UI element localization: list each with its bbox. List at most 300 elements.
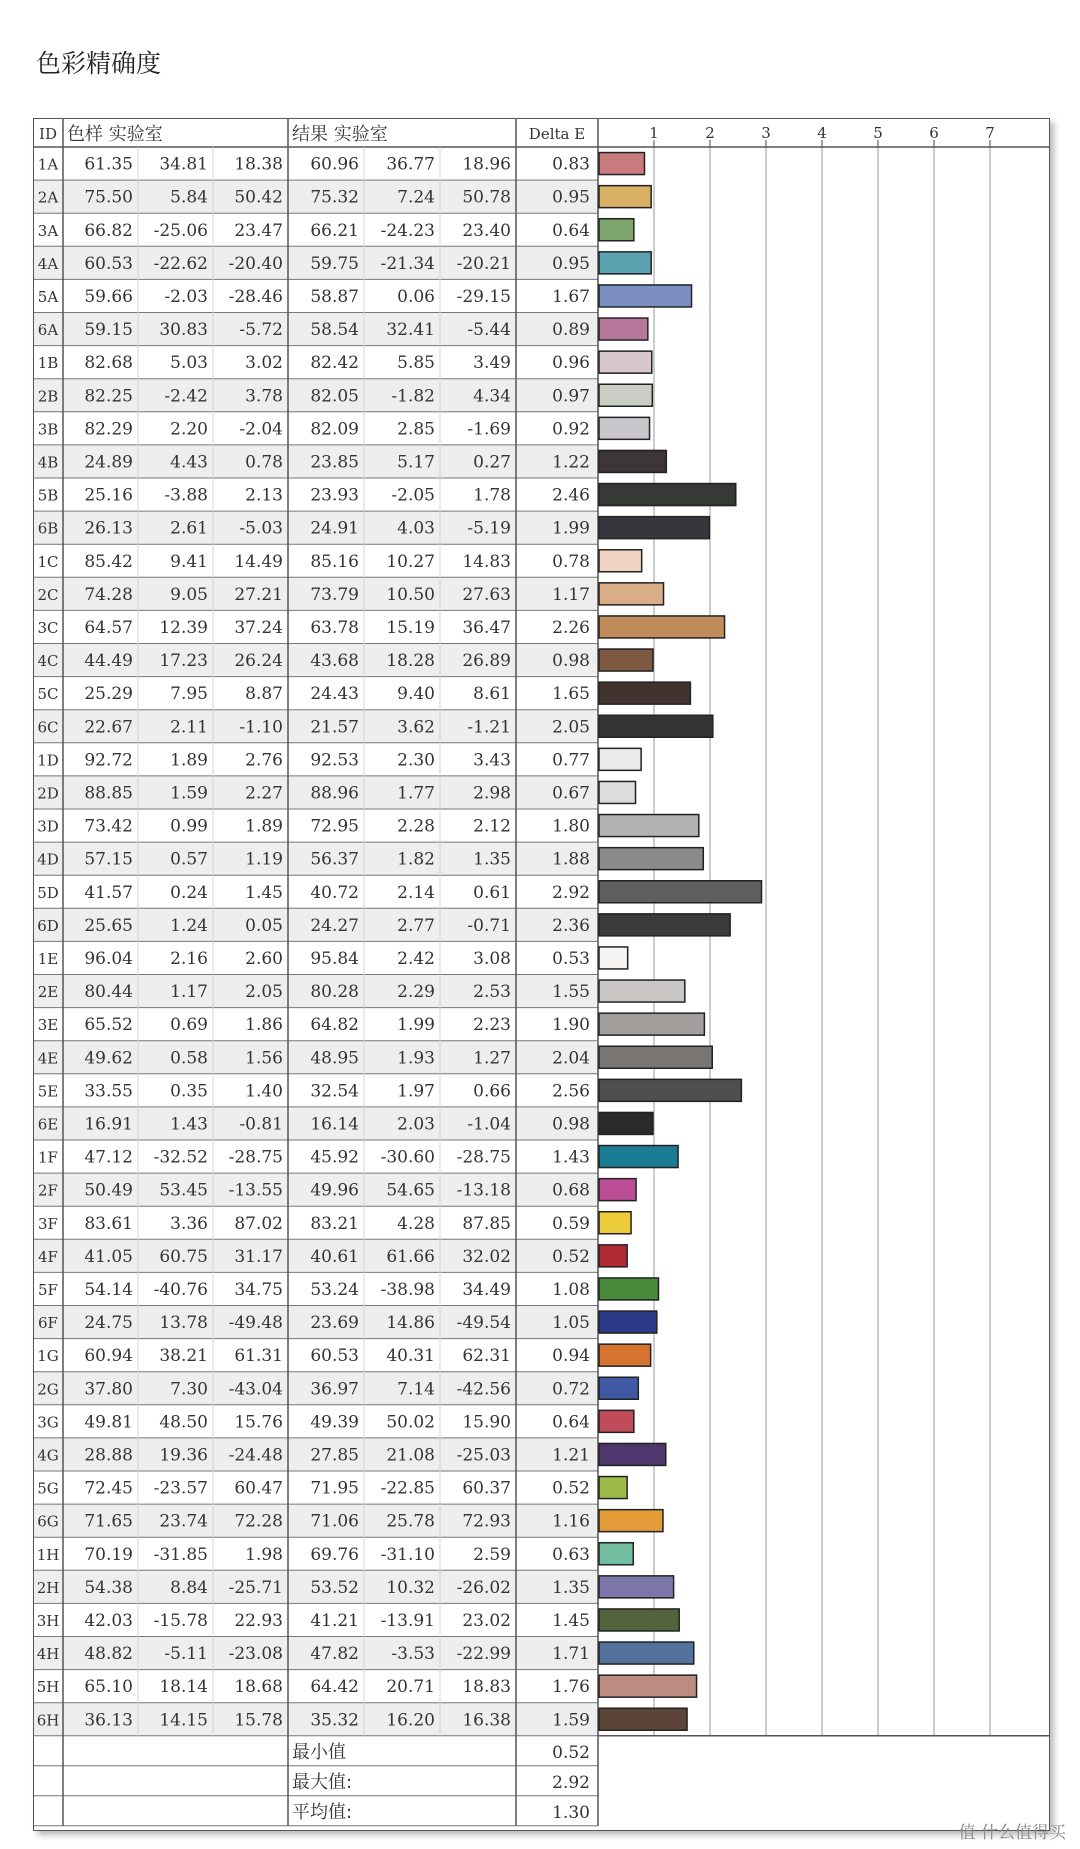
- result-lab-value: 53.24: [310, 1279, 359, 1300]
- result-lab-value: -1.82: [391, 386, 435, 407]
- result-lab-value: 2.77: [397, 915, 435, 936]
- result-lab-value: 3.62: [397, 717, 435, 738]
- sample-lab-value: 0.24: [170, 882, 208, 903]
- sample-lab-value: 3.36: [170, 1213, 208, 1234]
- row-id: 6E: [37, 1115, 59, 1134]
- result-lab-value: 82.42: [310, 353, 359, 374]
- row-id: 5A: [37, 287, 59, 306]
- x-tick-label: 4: [817, 124, 827, 142]
- result-lab-value: 59.75: [310, 253, 359, 274]
- result-lab-value: 60.37: [462, 1478, 511, 1499]
- result-lab-value: 64.42: [310, 1677, 359, 1698]
- result-lab-value: -20.21: [456, 253, 511, 274]
- sample-lab-value: 87.02: [234, 1213, 283, 1234]
- result-lab-value: -28.75: [456, 1147, 511, 1168]
- sample-lab-value: 88.85: [84, 783, 133, 804]
- delta-e-value: 0.98: [552, 651, 590, 672]
- result-lab-value: 20.71: [386, 1677, 435, 1698]
- sample-lab-value: 82.29: [84, 419, 133, 440]
- row-id: 2H: [36, 1578, 60, 1597]
- result-lab-value: -22.85: [380, 1478, 435, 1499]
- result-lab-value: 2.53: [473, 982, 511, 1003]
- delta-e-value: 1.90: [552, 1015, 590, 1036]
- sample-lab-value: -5.72: [239, 320, 283, 341]
- row-id: 5C: [37, 685, 59, 704]
- x-tick-label: 5: [873, 124, 883, 142]
- result-lab-value: 60.96: [310, 154, 359, 175]
- result-lab-value: 24.91: [310, 518, 359, 539]
- row-id: 4E: [37, 1049, 59, 1068]
- sample-lab-value: 8.84: [170, 1577, 208, 1598]
- sample-lab-value: 80.44: [84, 982, 133, 1003]
- result-lab-value: 7.14: [397, 1379, 435, 1400]
- sample-lab-value: 1.89: [170, 750, 208, 771]
- sample-lab-value: 50.49: [84, 1180, 133, 1201]
- result-lab-value: 18.28: [386, 651, 435, 672]
- delta-e-bar: [599, 980, 685, 1002]
- row-id: 4G: [37, 1446, 59, 1465]
- delta-e-value: 1.65: [552, 684, 590, 705]
- result-lab-value: 2.30: [397, 750, 435, 771]
- result-lab-value: 71.95: [310, 1478, 359, 1499]
- sample-lab-value: 28.88: [84, 1445, 133, 1466]
- sample-lab-value: 2.20: [170, 419, 208, 440]
- sample-lab-value: 2.16: [170, 948, 208, 969]
- result-lab-value: 72.95: [310, 816, 359, 837]
- row-id: 3B: [37, 420, 59, 439]
- sample-lab-value: -25.06: [153, 220, 208, 241]
- result-lab-value: 2.28: [397, 816, 435, 837]
- summary-label: 最大值:: [292, 1771, 353, 1793]
- result-lab-value: 35.32: [310, 1710, 359, 1731]
- delta-e-bar: [599, 186, 651, 208]
- sample-lab-value: 27.21: [234, 584, 283, 605]
- sample-lab-value: 64.57: [84, 617, 133, 638]
- delta-e-bar: [599, 781, 636, 803]
- result-lab-value: 10.27: [386, 551, 435, 572]
- sample-lab-value: 13.78: [159, 1313, 208, 1334]
- delta-e-value: 0.64: [552, 220, 590, 241]
- sample-lab-value: 22.93: [234, 1610, 283, 1631]
- result-lab-value: 16.20: [386, 1710, 435, 1731]
- result-lab-value: 26.89: [462, 651, 511, 672]
- delta-e-bar: [599, 417, 650, 439]
- sample-lab-value: 2.61: [170, 518, 208, 539]
- delta-e-value: 1.59: [552, 1710, 590, 1731]
- delta-e-bar: [599, 1477, 627, 1499]
- row-id: 2D: [37, 784, 59, 803]
- row-id: 4C: [37, 652, 59, 671]
- sample-lab-value: 24.75: [84, 1313, 133, 1334]
- sample-lab-value: 5.03: [170, 353, 208, 374]
- sample-lab-value: 42.03: [84, 1610, 133, 1631]
- result-lab-value: 27.85: [310, 1445, 359, 1466]
- delta-e-value: 1.76: [552, 1677, 590, 1698]
- result-lab-value: 7.24: [397, 187, 435, 208]
- row-id: 2E: [37, 983, 59, 1002]
- row-id: 4F: [38, 1247, 58, 1266]
- delta-e-value: 2.56: [552, 1081, 590, 1102]
- sample-lab-value: 14.49: [234, 551, 283, 572]
- result-lab-value: 41.21: [310, 1610, 359, 1631]
- sample-lab-value: -43.04: [228, 1379, 283, 1400]
- delta-e-value: 0.78: [552, 551, 590, 572]
- row-id: 5E: [37, 1082, 59, 1101]
- row-id: 1B: [37, 354, 59, 373]
- delta-e-bar: [599, 219, 634, 241]
- sample-lab-value: 7.30: [170, 1379, 208, 1400]
- result-lab-value: 15.90: [462, 1412, 511, 1433]
- sample-lab-value: -49.48: [228, 1313, 283, 1334]
- result-lab-value: 50.78: [462, 187, 511, 208]
- sample-lab-value: 61.31: [234, 1346, 283, 1367]
- sample-lab-value: 0.05: [245, 915, 283, 936]
- sample-lab-value: -31.85: [153, 1544, 208, 1565]
- delta-e-value: 1.08: [552, 1279, 590, 1300]
- result-lab-value: 72.93: [462, 1511, 511, 1532]
- sample-lab-value: 73.42: [84, 816, 133, 837]
- result-lab-value: 80.28: [310, 982, 359, 1003]
- delta-e-value: 2.05: [552, 717, 590, 738]
- delta-e-value: 0.92: [552, 419, 590, 440]
- sample-lab-value: -15.78: [153, 1610, 208, 1631]
- delta-e-bar: [599, 1013, 704, 1035]
- result-lab-value: 85.16: [310, 551, 359, 572]
- sample-lab-value: -28.75: [228, 1147, 283, 1168]
- result-lab-value: 25.78: [386, 1511, 435, 1532]
- sample-lab-value: 0.78: [245, 452, 283, 473]
- sample-lab-value: -2.04: [239, 419, 283, 440]
- result-lab-value: 54.65: [386, 1180, 435, 1201]
- sample-lab-value: 25.29: [84, 684, 133, 705]
- result-lab-value: 16.38: [462, 1710, 511, 1731]
- delta-e-bar: [599, 616, 725, 638]
- row-id: 3D: [37, 817, 59, 836]
- delta-e-table-chart: [34, 119, 1049, 1830]
- delta-e-bar: [599, 1642, 694, 1664]
- sample-lab-value: 1.98: [245, 1544, 283, 1565]
- sample-lab-value: 1.19: [245, 849, 283, 870]
- delta-e-bar: [599, 384, 652, 406]
- result-lab-value: 36.97: [310, 1379, 359, 1400]
- result-lab-value: 58.87: [310, 286, 359, 307]
- result-lab-value: 3.49: [473, 353, 511, 374]
- result-lab-value: 21.08: [386, 1445, 435, 1466]
- result-lab-value: 43.68: [310, 651, 359, 672]
- row-id: 5H: [36, 1678, 60, 1697]
- result-lab-value: 1.97: [397, 1081, 435, 1102]
- sample-lab-value: 0.57: [170, 849, 208, 870]
- delta-e-value: 1.45: [552, 1610, 590, 1631]
- result-lab-value: 69.76: [310, 1544, 359, 1565]
- sample-lab-value: 1.86: [245, 1015, 283, 1036]
- sample-lab-value: 25.65: [84, 915, 133, 936]
- result-lab-value: 82.05: [310, 386, 359, 407]
- result-lab-value: 56.37: [310, 849, 359, 870]
- sample-lab-value: 0.58: [170, 1048, 208, 1069]
- sample-lab-value: -13.55: [228, 1180, 283, 1201]
- result-lab-value: -5.19: [467, 518, 511, 539]
- result-lab-value: 2.98: [473, 783, 511, 804]
- delta-e-bar: [599, 1344, 651, 1366]
- sample-lab-value: 18.38: [234, 154, 283, 175]
- sample-lab-value: 2.27: [245, 783, 283, 804]
- sample-lab-value: -23.57: [153, 1478, 208, 1499]
- row-id: 6F: [38, 1314, 58, 1333]
- result-lab-value: -30.60: [380, 1147, 435, 1168]
- result-lab-value: 64.82: [310, 1015, 359, 1036]
- row-id: 2F: [38, 1181, 58, 1200]
- result-lab-value: -5.44: [467, 320, 511, 341]
- delta-e-value: 0.89: [552, 320, 590, 341]
- sample-lab-value: 12.39: [159, 617, 208, 638]
- sample-lab-value: 60.53: [84, 253, 133, 274]
- delta-e-value: 0.59: [552, 1213, 590, 1234]
- row-id: 6A: [37, 321, 59, 340]
- row-id: 1H: [36, 1545, 60, 1564]
- delta-e-value: 1.55: [552, 982, 590, 1003]
- result-lab-value: -29.15: [456, 286, 511, 307]
- x-tick-label: 6: [929, 124, 939, 142]
- delta-e-bar: [599, 1146, 678, 1168]
- color-accuracy-report: [33, 118, 1050, 1831]
- row-id: 5F: [38, 1280, 58, 1299]
- sample-lab-value: 74.28: [84, 584, 133, 605]
- sample-lab-value: 61.35: [84, 154, 133, 175]
- sample-lab-value: 37.80: [84, 1379, 133, 1400]
- delta-e-value: 0.72: [552, 1379, 590, 1400]
- delta-e-value: 0.83: [552, 154, 590, 175]
- sample-lab-value: 0.69: [170, 1015, 208, 1036]
- sample-lab-value: 2.05: [245, 982, 283, 1003]
- delta-e-bar: [599, 649, 653, 671]
- sample-lab-value: 15.76: [234, 1412, 283, 1433]
- delta-e-value: 1.22: [552, 452, 590, 473]
- delta-e-bar: [599, 1112, 653, 1134]
- sample-lab-value: 34.81: [159, 154, 208, 175]
- sample-lab-value: 96.04: [84, 948, 133, 969]
- result-lab-value: 32.54: [310, 1081, 359, 1102]
- row-id: 6B: [37, 519, 59, 538]
- row-id: 3H: [36, 1611, 60, 1630]
- summary-label: 平均值:: [292, 1801, 353, 1823]
- row-id: 2C: [37, 585, 59, 604]
- delta-e-bar: [599, 351, 652, 373]
- delta-e-value: 0.68: [552, 1180, 590, 1201]
- result-lab-value: 47.82: [310, 1644, 359, 1665]
- sample-lab-value: 30.83: [159, 320, 208, 341]
- sample-lab-value: 70.19: [84, 1544, 133, 1565]
- result-lab-value: 23.69: [310, 1313, 359, 1334]
- delta-e-bar: [599, 153, 644, 175]
- result-lab-value: 88.96: [310, 783, 359, 804]
- sample-lab-value: 71.65: [84, 1511, 133, 1532]
- sample-lab-value: -20.40: [228, 253, 283, 274]
- result-lab-value: 71.06: [310, 1511, 359, 1532]
- sample-lab-value: 34.75: [234, 1279, 283, 1300]
- row-id: 1F: [38, 1148, 58, 1167]
- delta-e-bar: [599, 1675, 697, 1697]
- delta-e-value: 2.92: [552, 882, 590, 903]
- delta-e-value: 1.16: [552, 1511, 590, 1532]
- result-lab-value: 2.23: [473, 1015, 511, 1036]
- result-lab-value: 92.53: [310, 750, 359, 771]
- row-id: 4A: [37, 254, 59, 273]
- result-lab-value: 23.93: [310, 485, 359, 506]
- result-lab-value: 61.66: [386, 1246, 435, 1267]
- sample-lab-value: 85.42: [84, 551, 133, 572]
- delta-e-bar: [599, 1079, 741, 1101]
- sample-lab-value: 54.38: [84, 1577, 133, 1598]
- sample-lab-value: -25.71: [228, 1577, 283, 1598]
- result-lab-value: 48.95: [310, 1048, 359, 1069]
- x-tick-label: 7: [985, 124, 995, 142]
- result-lab-value: 95.84: [310, 948, 359, 969]
- delta-e-bar: [599, 1245, 627, 1267]
- result-lab-value: 3.43: [473, 750, 511, 771]
- sample-lab-value: 2.11: [170, 717, 208, 738]
- delta-e-value: 0.77: [552, 750, 590, 771]
- summary-value: 1.30: [552, 1802, 590, 1823]
- delta-e-bar: [599, 1443, 666, 1465]
- result-lab-value: 3.08: [473, 948, 511, 969]
- header-sample: 色样 实验室: [67, 124, 163, 145]
- result-lab-value: 75.32: [310, 187, 359, 208]
- sample-lab-value: 19.36: [159, 1445, 208, 1466]
- sample-lab-value: 1.43: [170, 1114, 208, 1135]
- sample-lab-value: 1.40: [245, 1081, 283, 1102]
- delta-e-value: 1.35: [552, 1577, 590, 1598]
- x-tick-label: 1: [649, 124, 659, 142]
- summary-value: 0.52: [552, 1742, 590, 1763]
- sample-lab-value: 92.72: [84, 750, 133, 771]
- sample-lab-value: 59.15: [84, 320, 133, 341]
- result-lab-value: -0.71: [467, 915, 511, 936]
- result-lab-value: 60.53: [310, 1346, 359, 1367]
- sample-lab-value: 23.47: [234, 220, 283, 241]
- result-lab-value: 36.47: [462, 617, 511, 638]
- result-lab-value: 8.61: [473, 684, 511, 705]
- delta-e-value: 1.99: [552, 518, 590, 539]
- row-id: 2A: [37, 188, 59, 207]
- result-lab-value: -1.69: [467, 419, 511, 440]
- result-lab-value: 1.77: [397, 783, 435, 804]
- result-lab-value: 62.31: [462, 1346, 511, 1367]
- result-lab-value: 14.86: [386, 1313, 435, 1334]
- sample-lab-value: 2.76: [245, 750, 283, 771]
- result-lab-value: 87.85: [462, 1213, 511, 1234]
- delta-e-value: 0.95: [552, 253, 590, 274]
- delta-e-value: 1.05: [552, 1313, 590, 1334]
- result-lab-value: 49.39: [310, 1412, 359, 1433]
- result-lab-value: -38.98: [380, 1279, 435, 1300]
- result-lab-value: 5.85: [397, 353, 435, 374]
- delta-e-bar: [599, 947, 628, 969]
- delta-e-value: 2.04: [552, 1048, 590, 1069]
- sample-lab-value: 2.13: [245, 485, 283, 506]
- delta-e-value: 1.88: [552, 849, 590, 870]
- sample-lab-value: 75.50: [84, 187, 133, 208]
- result-lab-value: 2.03: [397, 1114, 435, 1135]
- result-lab-value: 82.09: [310, 419, 359, 440]
- result-lab-value: 1.78: [473, 485, 511, 506]
- row-id: 6C: [37, 718, 59, 737]
- row-id: 5B: [37, 486, 59, 505]
- row-id: 1D: [37, 751, 59, 770]
- delta-e-value: 1.67: [552, 286, 590, 307]
- delta-e-value: 2.26: [552, 617, 590, 638]
- result-lab-value: 66.21: [310, 220, 359, 241]
- row-id: 3E: [37, 1016, 59, 1035]
- result-lab-value: 18.83: [462, 1677, 511, 1698]
- sample-lab-value: 1.17: [170, 982, 208, 1003]
- row-id: 4H: [36, 1645, 60, 1664]
- result-lab-value: 73.79: [310, 584, 359, 605]
- sample-lab-value: 25.16: [84, 485, 133, 506]
- sample-lab-value: 49.81: [84, 1412, 133, 1433]
- sample-lab-value: -2.03: [164, 286, 208, 307]
- result-lab-value: 36.77: [386, 154, 435, 175]
- sample-lab-value: 38.21: [159, 1346, 208, 1367]
- sample-lab-value: 83.61: [84, 1213, 133, 1234]
- sample-lab-value: 0.35: [170, 1081, 208, 1102]
- row-id: 6D: [37, 916, 59, 935]
- result-lab-value: 58.54: [310, 320, 359, 341]
- result-lab-value: 40.61: [310, 1246, 359, 1267]
- result-lab-value: 2.59: [473, 1544, 511, 1565]
- delta-e-value: 2.46: [552, 485, 590, 506]
- sample-lab-value: 60.47: [234, 1478, 283, 1499]
- result-lab-value: 4.28: [397, 1213, 435, 1234]
- result-lab-value: 50.02: [386, 1412, 435, 1433]
- result-lab-value: 2.85: [397, 419, 435, 440]
- result-lab-value: -13.91: [380, 1610, 435, 1631]
- sample-lab-value: 47.12: [84, 1147, 133, 1168]
- sample-lab-value: 9.05: [170, 584, 208, 605]
- sample-lab-value: 9.41: [170, 551, 208, 572]
- result-lab-value: 23.40: [462, 220, 511, 241]
- sample-lab-value: -24.48: [228, 1445, 283, 1466]
- delta-e-bar: [599, 1708, 687, 1730]
- result-lab-value: 10.32: [386, 1577, 435, 1598]
- delta-e-bar: [599, 1543, 633, 1565]
- sample-lab-value: 48.82: [84, 1644, 133, 1665]
- result-lab-value: -24.23: [380, 220, 435, 241]
- result-lab-value: 2.42: [397, 948, 435, 969]
- result-lab-value: -13.18: [456, 1180, 511, 1201]
- sample-lab-value: 4.43: [170, 452, 208, 473]
- result-lab-value: 23.02: [462, 1610, 511, 1631]
- sample-lab-value: 8.87: [245, 684, 283, 705]
- header-result: 结果 实验室: [292, 124, 388, 145]
- delta-e-bar: [599, 1410, 634, 1432]
- result-lab-value: 2.14: [397, 882, 435, 903]
- sample-lab-value: 72.28: [234, 1511, 283, 1532]
- sample-lab-value: 0.99: [170, 816, 208, 837]
- delta-e-bar: [599, 881, 762, 903]
- sample-lab-value: -1.10: [239, 717, 283, 738]
- delta-e-value: 0.94: [552, 1346, 590, 1367]
- sample-lab-value: 60.75: [159, 1246, 208, 1267]
- row-id: 6H: [36, 1711, 60, 1730]
- sample-lab-value: 18.68: [234, 1677, 283, 1698]
- sample-lab-value: 3.02: [245, 353, 283, 374]
- row-id: 3F: [38, 1214, 58, 1233]
- sample-lab-value: 16.91: [84, 1114, 133, 1135]
- sample-lab-value: 57.15: [84, 849, 133, 870]
- delta-e-value: 1.80: [552, 816, 590, 837]
- sample-lab-value: 5.84: [170, 187, 208, 208]
